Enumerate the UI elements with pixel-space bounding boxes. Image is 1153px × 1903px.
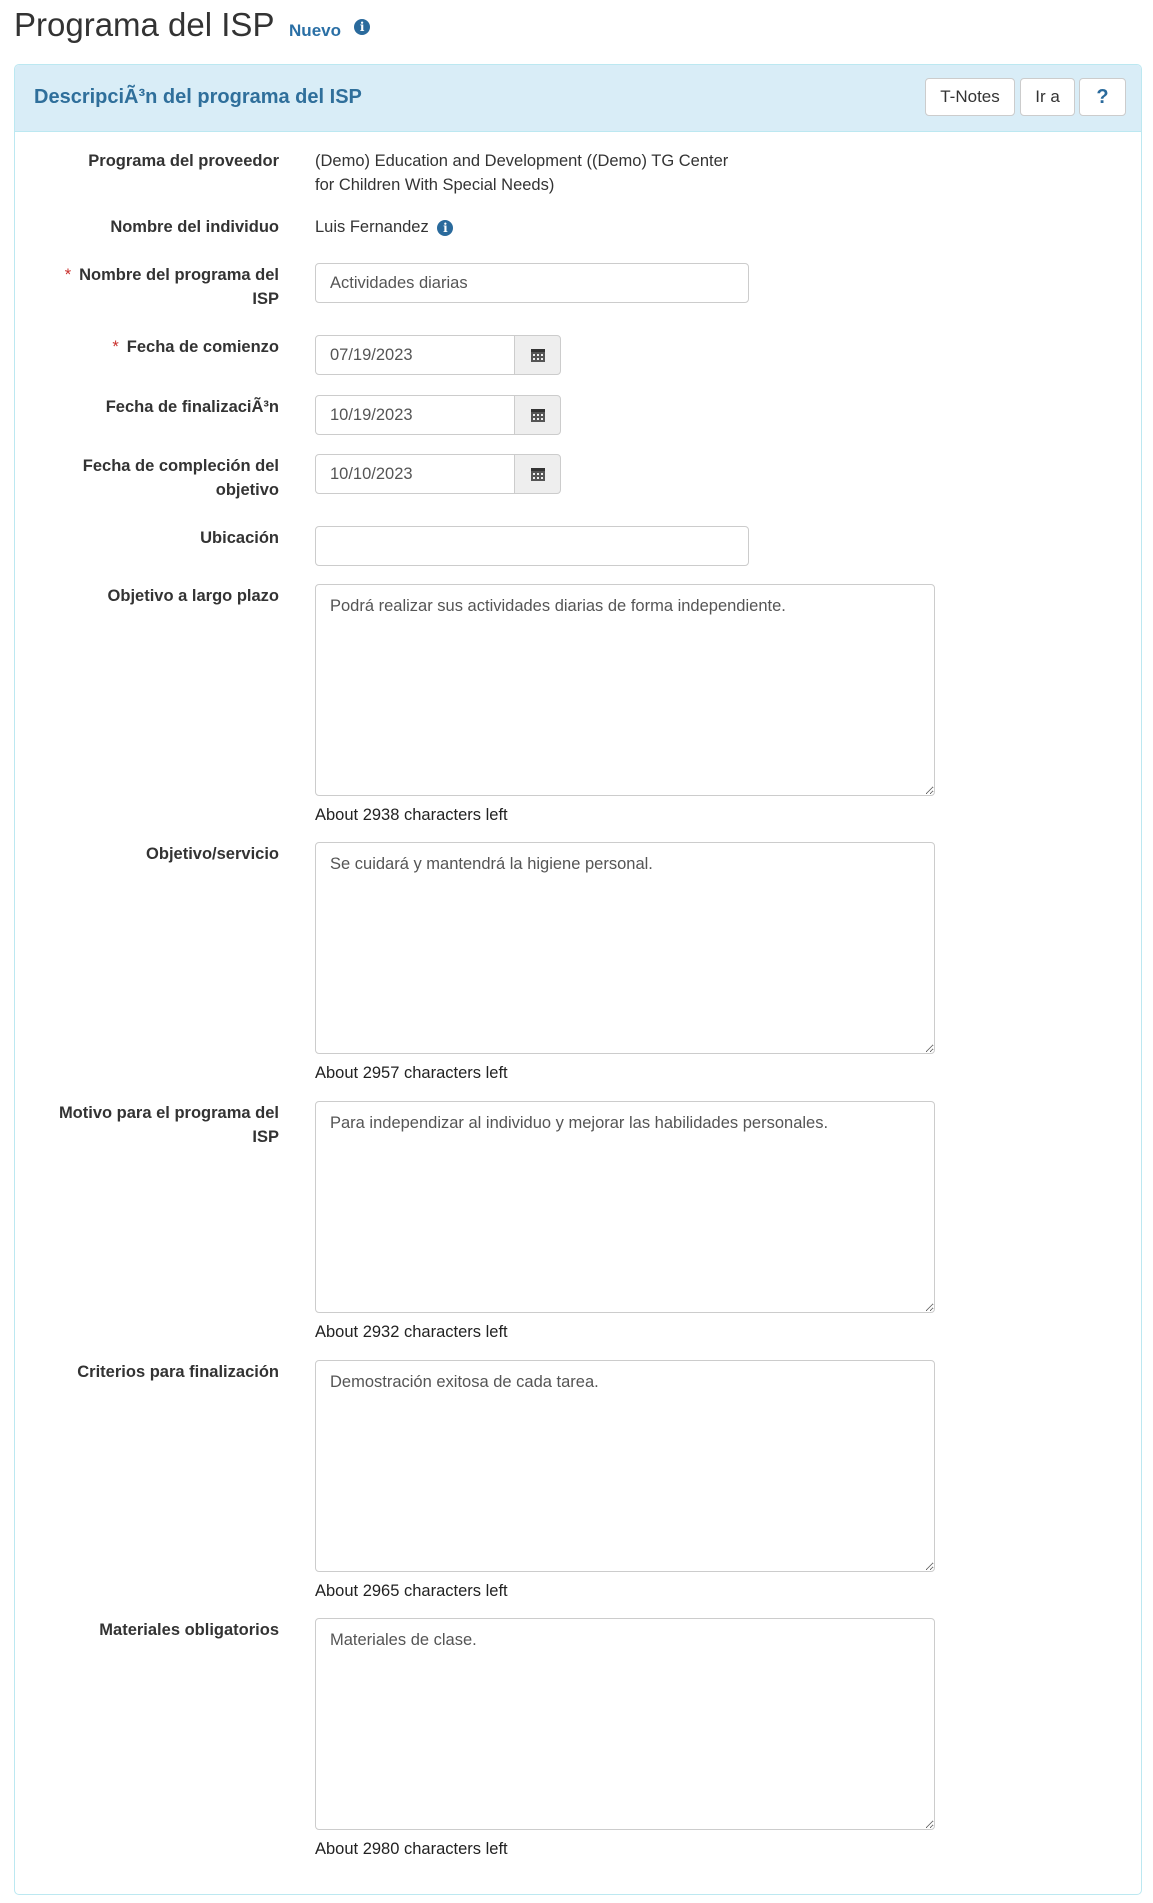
objective-service-textarea[interactable]	[315, 842, 935, 1054]
program-name-input[interactable]	[315, 263, 749, 303]
individual-name-value	[315, 215, 453, 239]
required-materials-textarea[interactable]	[315, 1618, 935, 1830]
required-materials-label: Materiales obligatorios	[99, 1621, 279, 1639]
required-marker: *	[64, 266, 72, 284]
required-materials-counter: About 2980 characters left	[315, 1840, 508, 1858]
help-button[interactable]: ?	[1079, 78, 1126, 116]
provider-program-value-line1: (Demo) Education and Development ((Demo) TG Center	[315, 152, 729, 170]
objective-completion-date-picker	[315, 454, 561, 494]
completion-criteria-label: Criterios para finalización	[77, 1363, 279, 1381]
end-date-label: Fecha de finalizaciÃ³n	[105, 398, 279, 416]
end-date-calendar-button[interactable]	[514, 395, 561, 435]
calendar-icon	[530, 347, 546, 363]
start-date-picker	[315, 335, 561, 375]
end-date-input[interactable]	[315, 395, 515, 435]
program-reason-counter: About 2932 characters left	[315, 1323, 508, 1341]
location-input[interactable]	[315, 526, 749, 566]
program-reason-label-line1: Motivo para el programa del	[58, 1104, 279, 1122]
program-name-label-line1: Nombre del programa del	[79, 266, 279, 284]
provider-program-value-line2: for Children With Special Needs)	[315, 176, 555, 194]
individual-name-label: Nombre del individuo	[110, 218, 279, 236]
individual-info-icon[interactable]: i	[437, 220, 453, 236]
program-reason-label	[39, 1101, 279, 1149]
required-marker: *	[112, 338, 119, 356]
completion-criteria-counter: About 2965 characters left	[315, 1582, 508, 1600]
calendar-icon	[530, 407, 546, 423]
program-name-label	[39, 263, 279, 311]
isp-program-panel	[14, 64, 1142, 1895]
long-term-goal-label: Objetivo a largo plazo	[107, 587, 279, 605]
objective-completion-date-calendar-button[interactable]	[514, 454, 561, 494]
start-date-label	[39, 335, 279, 359]
program-reason-label-line2: ISP	[252, 1128, 279, 1146]
new-badge: Nuevo	[289, 21, 341, 40]
panel-header	[15, 65, 1141, 132]
location-label: Ubicación	[200, 529, 279, 547]
t-notes-button[interactable]: T-Notes	[925, 78, 1015, 116]
program-name-label-line2: ISP	[252, 290, 279, 308]
provider-program-value	[315, 149, 728, 197]
objective-completion-date-label-line2: objetivo	[215, 481, 279, 499]
provider-program-label: Programa del proveedor	[88, 152, 279, 170]
end-date-picker	[315, 395, 561, 435]
objective-completion-date-input[interactable]	[315, 454, 515, 494]
program-reason-textarea[interactable]	[315, 1101, 935, 1313]
individual-name-text: Luis Fernandez	[315, 218, 429, 236]
page-title	[14, 6, 370, 44]
objective-service-counter: About 2957 characters left	[315, 1064, 508, 1082]
start-date-input[interactable]	[315, 335, 515, 375]
page-title-text: Programa del ISP	[14, 6, 274, 43]
completion-criteria-textarea[interactable]	[315, 1360, 935, 1572]
objective-service-label: Objetivo/servicio	[146, 845, 279, 863]
long-term-goal-textarea[interactable]	[315, 584, 935, 796]
objective-completion-date-label	[39, 454, 279, 502]
long-term-goal-counter: About 2938 characters left	[315, 806, 508, 824]
start-date-label-text: Fecha de comienzo	[126, 338, 279, 356]
go-to-button[interactable]: Ir a	[1020, 78, 1075, 116]
calendar-icon	[530, 466, 546, 482]
start-date-calendar-button[interactable]	[514, 335, 561, 375]
info-icon[interactable]: i	[354, 19, 370, 35]
panel-title: DescripciÃ³n del programa del ISP	[34, 86, 362, 108]
objective-completion-date-label-line1: Fecha de compleción del	[82, 457, 279, 475]
